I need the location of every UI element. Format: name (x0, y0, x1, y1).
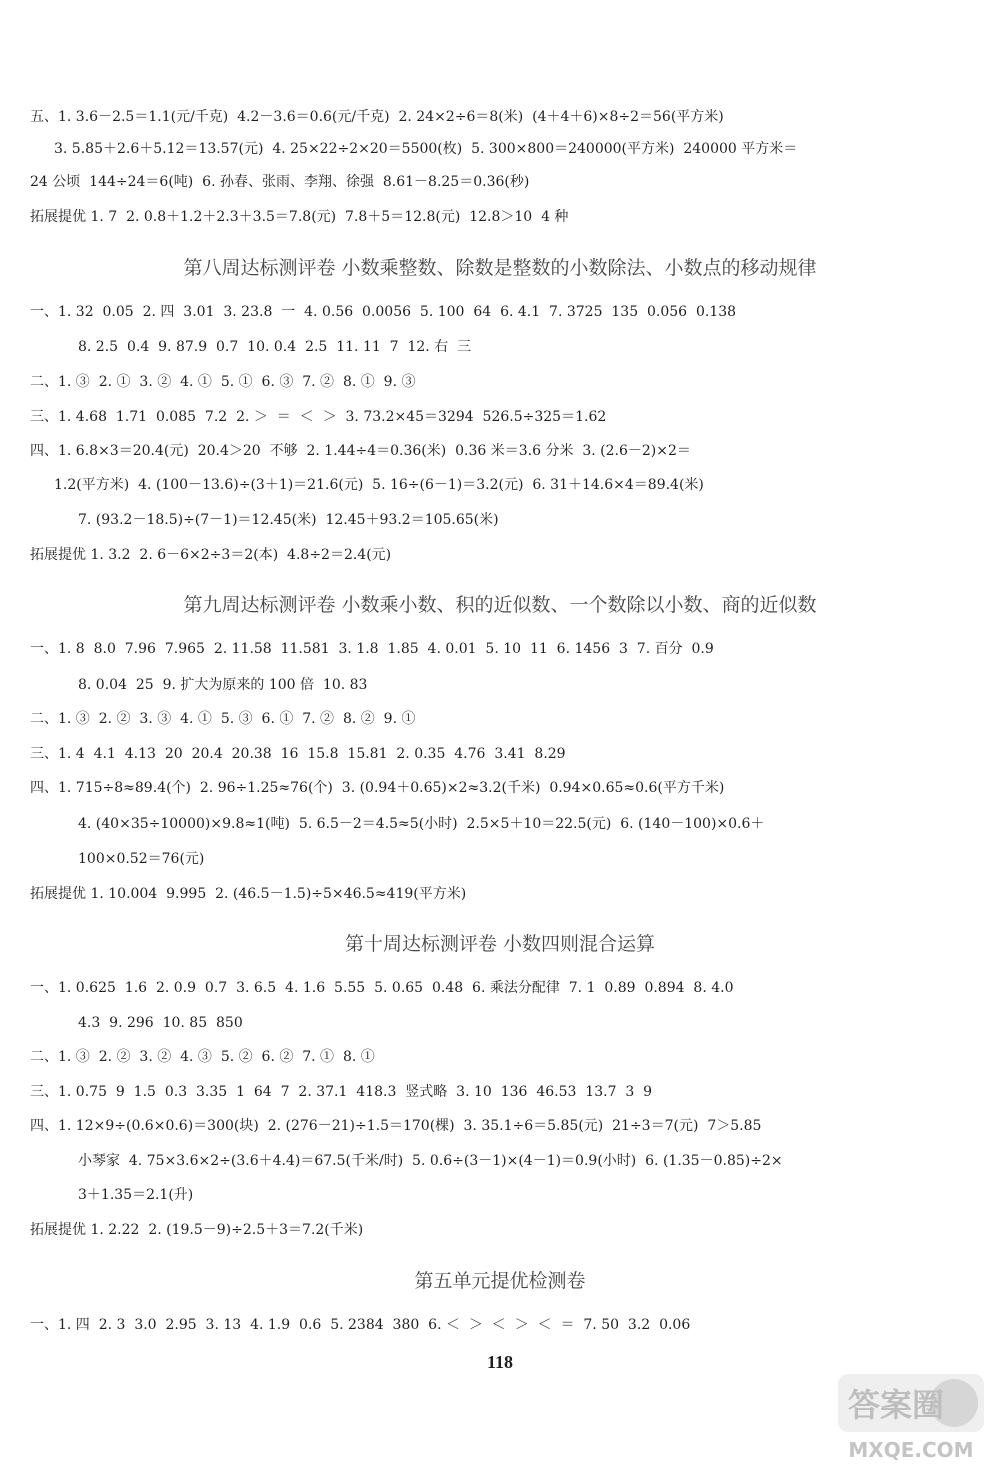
extension-line: 拓展提优 1. 10.004 9.995 2. (46.5－1.5)÷5×46.5≈419(平方米) (30, 886, 467, 902)
answer-line: 二、1. ③ 2. ② 3. ③ 4. ① 5. ③ 6. ① 7. ② 8. ② 9. ① (30, 711, 416, 727)
extension-line: 拓展提优 1. 2.22 2. (19.5－9)÷2.5＋3＝7.2(千米) (30, 1222, 364, 1238)
answer-line: 8. 2.5 0.4 9. 87.9 0.7 10. 0.4 2.5 11. 11 7 12. 右 三 (78, 339, 472, 355)
answer-line: 8. 0.04 25 9. 扩大为原来的 100 倍 10. 83 (78, 677, 368, 693)
section-title: 第十周达标测评卷 小数四则混合运算 (344, 933, 656, 955)
answer-line: 3＋1.35＝2.1(升) (78, 1187, 194, 1203)
answer-line: 三、1. 0.75 9 1.5 0.3 3.35 1 64 7 2. 37.1 418.3 竖式略 3. 10 136 46.53 13.7 3 9 (30, 1084, 653, 1100)
answer-line: 五、1. 3.6－2.5＝1.1(元/千克) 4.2－3.6＝0.6(元/千克) 2. 24×2÷6＝8(米) (4＋4＋6)×8÷2＝56(平方米) (30, 109, 724, 125)
answer-line: 100×0.52＝76(元) (78, 851, 205, 867)
answer-line: 4.3 9. 296 10. 85 850 (78, 1015, 243, 1031)
answer-line: 一、1. 四 2. 3 3.0 2.95 3. 13 4. 1.9 0.6 5. 2384 380 6. ＜ ＞ ＜ ＞ ＜ ＝ 7. 50 3.2 0.06 (30, 1317, 691, 1333)
answer-line: 四、1. 6.8×3＝20.4(元) 20.4＞20 不够 2. 1.44÷4＝0.36(米) 0.36 米＝3.6 分米 3. (2.6－2)×2＝ (30, 443, 691, 459)
answer-line: 一、1. 8 8.0 7.96 7.965 2. 11.58 11.581 3. 1.8 1.85 4. 0.01 5. 10 11 6. 1456 3 7. 百分 0.9 (30, 641, 714, 657)
answer-line: 四、1. 12×9÷(0.6×0.6)＝300(块) 2. (276－21)÷1.5＝170(棵) 3. 35.1÷6＝5.85(元) 21÷3＝7(元) 7＞5.85 (30, 1118, 762, 1134)
watermark-logo (836, 1372, 986, 1467)
answer-line: 二、1. ③ 2. ① 3. ② 4. ① 5. ① 6. ③ 7. ② 8. ① 9. ③ (30, 374, 416, 390)
section-title: 第九周达标测评卷 小数乘小数、积的近似数、一个数除以小数、商的近似数 (183, 594, 817, 616)
section-title: 第五单元提优检测卷 (414, 1270, 586, 1292)
answer-line: 二、1. ③ 2. ② 3. ② 4. ③ 5. ② 6. ② 7. ① 8. ① (30, 1049, 375, 1065)
answer-line: 一、1. 0.625 1.6 2. 0.9 0.7 3. 6.5 4. 1.6 5.55 5. 0.65 0.48 6. 乘法分配律 7. 1 0.89 0.894 8. 4.0 (30, 980, 734, 996)
answer-line: 三、1. 4 4.1 4.13 20 20.4 20.38 16 15.8 15.81 2. 0.35 4.76 3.41 8.29 (30, 746, 566, 762)
svg-text:MXQE.COM: MXQE.COM (848, 1438, 974, 1462)
watermark-icon (836, 1372, 986, 1467)
answer-line: 四、1. 715÷8≈89.4(个) 2. 96÷1.25≈76(个) 3. (0.94＋0.65)×2≈3.2(千米) 0.94×0.65≈0.6(平方千米) (30, 780, 725, 796)
extension-line: 拓展提优 1. 7 2. 0.8＋1.2＋2.3＋3.5＝7.8(元) 7.8＋5＝12.8(元) 12.8＞10 4 种 (30, 209, 569, 225)
answer-line: 3. 5.85＋2.6＋5.12＝13.57(元) 4. 25×22÷2×20＝5500(枚) 5. 300×800＝240000(平方米) 240000 平方米＝ (54, 141, 798, 157)
answer-line: 三、1. 4.68 1.71 0.085 7.2 2. ＞ ＝ ＜ ＞ 3. 73.2×45＝3294 526.5÷325＝1.62 (30, 409, 607, 425)
svg-text:答案圈: 答案圈 (847, 1386, 945, 1424)
extension-line: 拓展提优 1. 3.2 2. 6－6×2÷3＝2(本) 4.8÷2＝2.4(元) (30, 547, 392, 563)
answer-line: 4. (40×35÷10000)×9.8≈1(吨) 5. 6.5－2＝4.5≈5(小时) 2.5×5＋10＝22.5(元) 6. (140－100)×0.6＋ (78, 816, 765, 832)
answer-line: 小琴家 4. 75×3.6×2÷(3.6＋4.4)＝67.5(千米/时) 5. 0.6÷(3－1)×(4－1)＝0.9(小时) 6. (1.35－0.85)÷2× (78, 1153, 783, 1169)
answer-line: 24 公顷 144÷24＝6(吨) 6. 孙春、张雨、李翔、徐强 8.61－8.25＝0.36(秒) (30, 174, 530, 190)
answer-line: 1.2(平方米) 4. (100－13.6)÷(3＋1)＝21.6(元) 5. 16÷(6－1)＝3.2(元) 6. 31＋14.6×4＝89.4(米) (54, 477, 704, 493)
page-number: 118 (486, 1352, 513, 1372)
answer-line: 7. (93.2－18.5)÷(7－1)＝12.45(米) 12.45＋93.2＝105.65(米) (78, 512, 499, 528)
section-title: 第八周达标测评卷 小数乘整数、除数是整数的小数除法、小数点的移动规律 (183, 257, 817, 279)
answer-line: 一、1. 32 0.05 2. 四 3.01 3. 23.8 一 4. 0.56 0.0056 5. 100 64 6. 4.1 7. 3725 135 0.056 0.138 (30, 304, 737, 320)
